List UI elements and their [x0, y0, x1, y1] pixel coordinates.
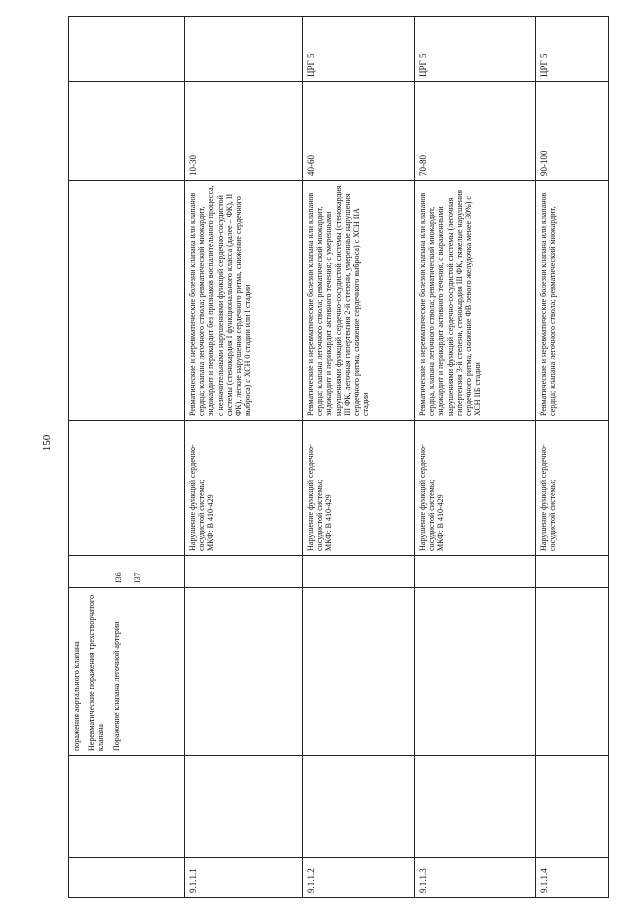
cell-percent: 70-80: [415, 82, 536, 181]
cell-condition: [303, 421, 415, 556]
table-row: [536, 17, 609, 898]
disease-text-top: поражения аортального клапана: [72, 641, 81, 751]
cell-description: Ревматические и неревматические болезни клапана или клапанов сердца; клапана легочного ствола; ревматический миокардит,: [536, 181, 609, 421]
page-number: 150: [41, 434, 53, 452]
icf-code: МКФ: B 410-429: [206, 494, 216, 551]
cell-empty: [69, 421, 185, 556]
condition-text: Нарушение функций сердечно-сосудистой системы;: [306, 444, 325, 551]
cell-description: Ревматические и неревматические болезни клапана или клапанов сердца; клапана легочного ствола; ревматический миокардит, эндокардит и перикардит активного течения; с умеренными нарушениями функций сердечно-сосудистой системы (стенокардия III ФК, легочная гипертензия 2-й степени, умеренные нарушения сердечного ритма, снижение сердечного выброса) с ХСН IIА стадии: [303, 181, 415, 421]
table-row: [415, 17, 536, 898]
condition-text: Нарушение функций сердечно-сосудистой системы;: [539, 444, 558, 551]
cell-empty: [69, 756, 185, 858]
disease-text-bottom: Поражение клапана легочной артерии: [111, 621, 121, 751]
cell-criteria: ЦРГ 5: [536, 17, 609, 82]
cell-percent: 90-100: [536, 82, 609, 181]
cell-percent: 40-60: [303, 82, 415, 181]
cell-condition: [415, 421, 536, 556]
cell-empty: [69, 82, 185, 181]
disease-code-mid: I36: [114, 572, 123, 583]
cell-condition: [185, 421, 303, 556]
cell-empty: [69, 181, 185, 421]
row-number: 9.1.1.2: [303, 858, 415, 898]
condition-text: Нарушение функций сердечно-сосудистой системы;: [418, 444, 437, 551]
disease-text-mid: Неревматические поражения трехстворчатого клапана: [87, 595, 106, 751]
cell-criteria: ЦРГ 5: [415, 17, 536, 82]
icf-code: МКФ: B 410-429: [436, 494, 446, 551]
table-row: [185, 17, 303, 898]
classification-table: [68, 16, 609, 898]
row-number: 9.1.1.1: [185, 858, 303, 898]
cell-number: [69, 858, 185, 898]
cell-disease-codes: [69, 556, 185, 588]
cell-criteria: ЦРГ 5: [303, 17, 415, 82]
disease-code-bottom: I37: [133, 572, 143, 583]
cell-disease-names: [69, 588, 185, 756]
row-number: 9.1.1.4: [536, 858, 609, 898]
table-row-continuation: [69, 17, 185, 898]
cell-percent: 10-30: [185, 82, 303, 181]
cell-description: Ревматические и неревматические болезни клапана или клапанов сердца, клапана легочного ствола; ревматический миокардит, эндокардит и перикардит активного течения, с выраженными нарушениями функций сердечно-сосудистой системы (легочная гипертензия 3-й степени, стенокардия III ФК, тяжелые нарушения сердечного ритма, снижение ФВ левого желудочка менее 30%) с ХСН IIБ стадии: [415, 181, 536, 421]
row-number: 9.1.1.3: [415, 858, 536, 898]
cell-condition: [536, 421, 609, 556]
icf-code: МКФ: B 410-429: [324, 494, 334, 551]
condition-text: Нарушение функций сердечно-сосудистой системы;: [188, 444, 207, 551]
cell-criteria: [185, 17, 303, 82]
table-row: [303, 17, 415, 898]
cell-description: Ревматические и неревматические болезни клапана или клапанов сердца; клапана легочного ствола; ревматический миокардит, эндокардит и перикардит без признаков воспалительного процесса, с незначительными нарушениями функций сердечно-сосудистой системы (стенокардия I функционального класса (далее – ФК), II ФК), легкие нарушения сердечного ритма, снижение сердечного выброса) с ХСН 0 стадии или I стадии: [185, 181, 303, 421]
cell-empty: [69, 17, 185, 82]
rotated-table-page: [68, 17, 608, 898]
